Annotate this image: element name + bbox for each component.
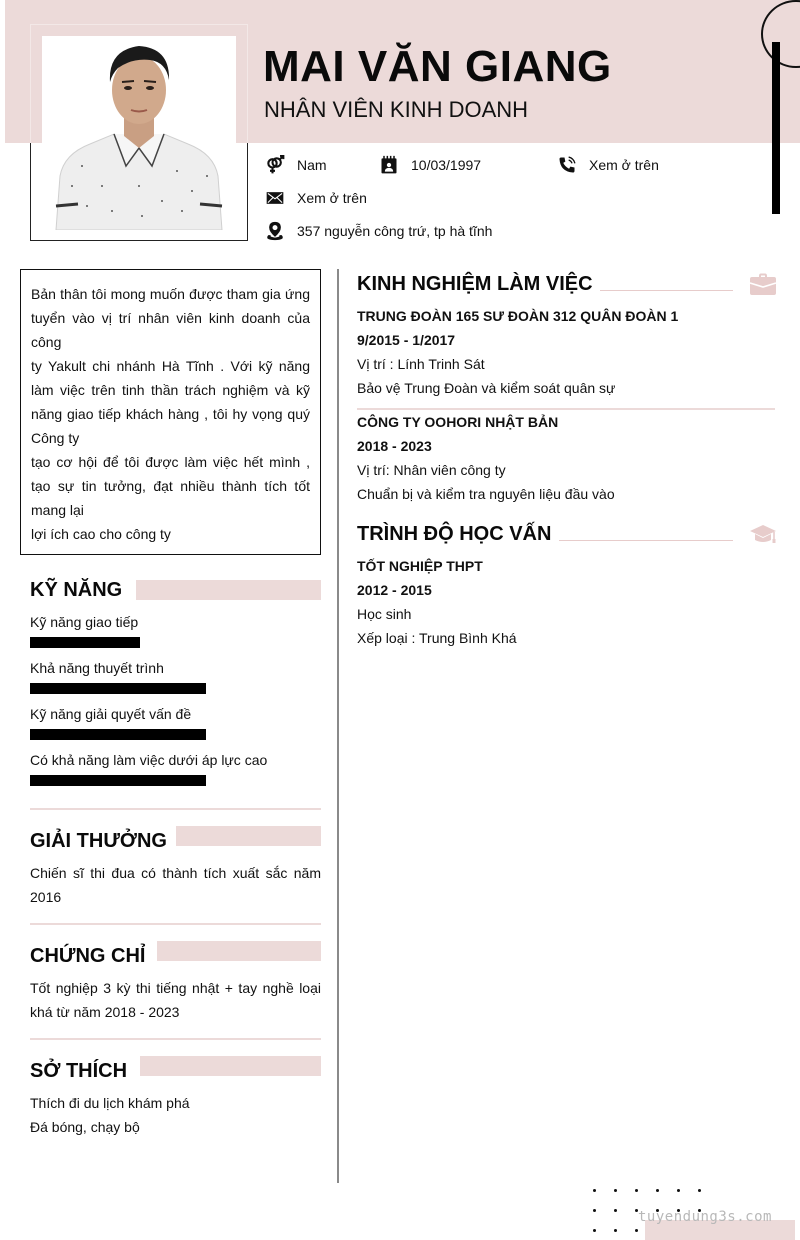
experience-org: TRUNG ĐOÀN 165 SƯ ĐOÀN 312 QUÂN ĐOÀN 1: [357, 308, 679, 324]
experience-description: Bảo vệ Trung Đoàn và kiểm soát quân sự: [357, 380, 616, 396]
skills-title-bar: [136, 580, 321, 600]
skill-label: Khả năng thuyết trình: [30, 660, 164, 676]
experience-title-line: [600, 290, 733, 291]
hobby-item: Thích đi du lịch khám phá: [30, 1095, 190, 1111]
experience-separator: [357, 408, 775, 410]
experience-position: Vị trí : Lính Trinh Sát: [357, 356, 485, 372]
contact-email: [265, 187, 367, 209]
candidate-name: MAI VĂN GIANG: [263, 42, 612, 91]
experience-period: 9/2015 - 1/2017: [357, 332, 456, 348]
experience-period: 2018 - 2023: [357, 438, 432, 454]
education-title: TRÌNH ĐỘ HỌC VẤN: [357, 523, 552, 545]
objective-line: ty Yakult chi nhánh Hà Tĩnh . Với kỹ năng làm việc trên tinh thần trách nghiệm và kỹ năng giao tiếp khách hàng , tôi hy vọng quý Công ty: [31, 358, 310, 446]
contact-birthday: [379, 154, 481, 176]
hobbies-title-bar: [140, 1056, 321, 1076]
envelope-icon: [265, 188, 285, 208]
phone-icon: [557, 155, 577, 175]
hobbies-title: SỞ THÍCH: [30, 1060, 128, 1082]
certificates-title-bar: [157, 941, 321, 961]
objective-line: lợi ích cao cho công ty: [31, 526, 171, 542]
education-period: 2012 - 2015: [357, 582, 432, 598]
objective-line: Bản thân tôi mong muốn được tham gia ứng tuyển vào vị trí nhân viên kinh doanh của công: [31, 286, 310, 350]
education-role: Học sinh: [357, 606, 412, 622]
section-separator: [30, 1038, 321, 1040]
decorative-bar: [772, 42, 780, 214]
column-divider: [337, 269, 339, 1183]
contact-gender: [265, 154, 327, 176]
awards-text: Chiến sĩ thi đua có thành tích xuất sắc năm 2016: [30, 865, 321, 905]
contact-phone: [557, 154, 659, 176]
job-title: NHÂN VIÊN KINH DOANH: [264, 97, 529, 122]
section-separator: [30, 923, 321, 925]
career-objective: [20, 269, 321, 555]
gender-value: Nam: [297, 157, 327, 173]
experience-position: Vị trí: Nhân viên công ty: [357, 462, 506, 478]
gender-icon: [265, 155, 285, 175]
skill-label: Kỹ năng giao tiếp: [30, 614, 139, 630]
skill-label: Kỹ năng giải quyết vấn đề: [30, 706, 192, 722]
calendar-icon: [379, 155, 399, 175]
education-title-line: [559, 540, 733, 541]
skill-level-bar: [30, 683, 206, 694]
skill-level-bar: [30, 775, 206, 786]
skills-title: KỸ NĂNG: [30, 579, 123, 601]
awards-title: GIẢI THƯỞNG: [30, 830, 167, 852]
map-pin-icon: [265, 221, 285, 241]
skill-label: Có khả năng làm việc dưới áp lực cao: [30, 752, 268, 768]
contact-address: [265, 220, 492, 242]
person-portrait-icon: [42, 36, 236, 230]
education-school: TỐT NGHIỆP THPT: [357, 558, 483, 574]
experience-org: CÔNG TY OOHORI NHẬT BẢN: [357, 414, 559, 430]
birthday-value: 10/03/1997: [411, 157, 482, 173]
certificates-text: Tốt nghiệp 3 kỳ thi tiếng nhật + tay nghề loại khá từ năm 2018 - 2023: [30, 980, 321, 1020]
experience-title: KINH NGHIỆM LÀM VIỆC: [357, 273, 593, 295]
graduation-cap-icon: [749, 522, 777, 546]
experience-description: Chuẩn bị và kiểm tra nguyên liệu đầu vào: [357, 486, 615, 502]
section-separator: [30, 808, 321, 810]
address-value: 357 nguyễn công trứ, tp hà tĩnh: [297, 223, 493, 239]
certificates-title: CHỨNG CHỈ: [30, 945, 146, 967]
hobby-item: Đá bóng, chạy bộ: [30, 1119, 140, 1135]
skill-level-bar: [30, 637, 140, 648]
email-value: Xem ở trên: [297, 190, 367, 206]
skill-level-bar: [30, 729, 206, 740]
education-grade: Xếp loại : Trung Bình Khá: [357, 630, 517, 646]
phone-value: Xem ở trên: [589, 157, 659, 173]
watermark: tuyendung3s.com: [638, 1209, 772, 1225]
awards-title-bar: [176, 826, 321, 846]
briefcase-icon: [749, 272, 777, 296]
objective-line: tạo cơ hội để tôi được làm việc hết mình , tạo sự tin tưởng, đạt nhiều thành tích tốt mang lại: [31, 454, 310, 518]
avatar-photo: [42, 36, 236, 230]
